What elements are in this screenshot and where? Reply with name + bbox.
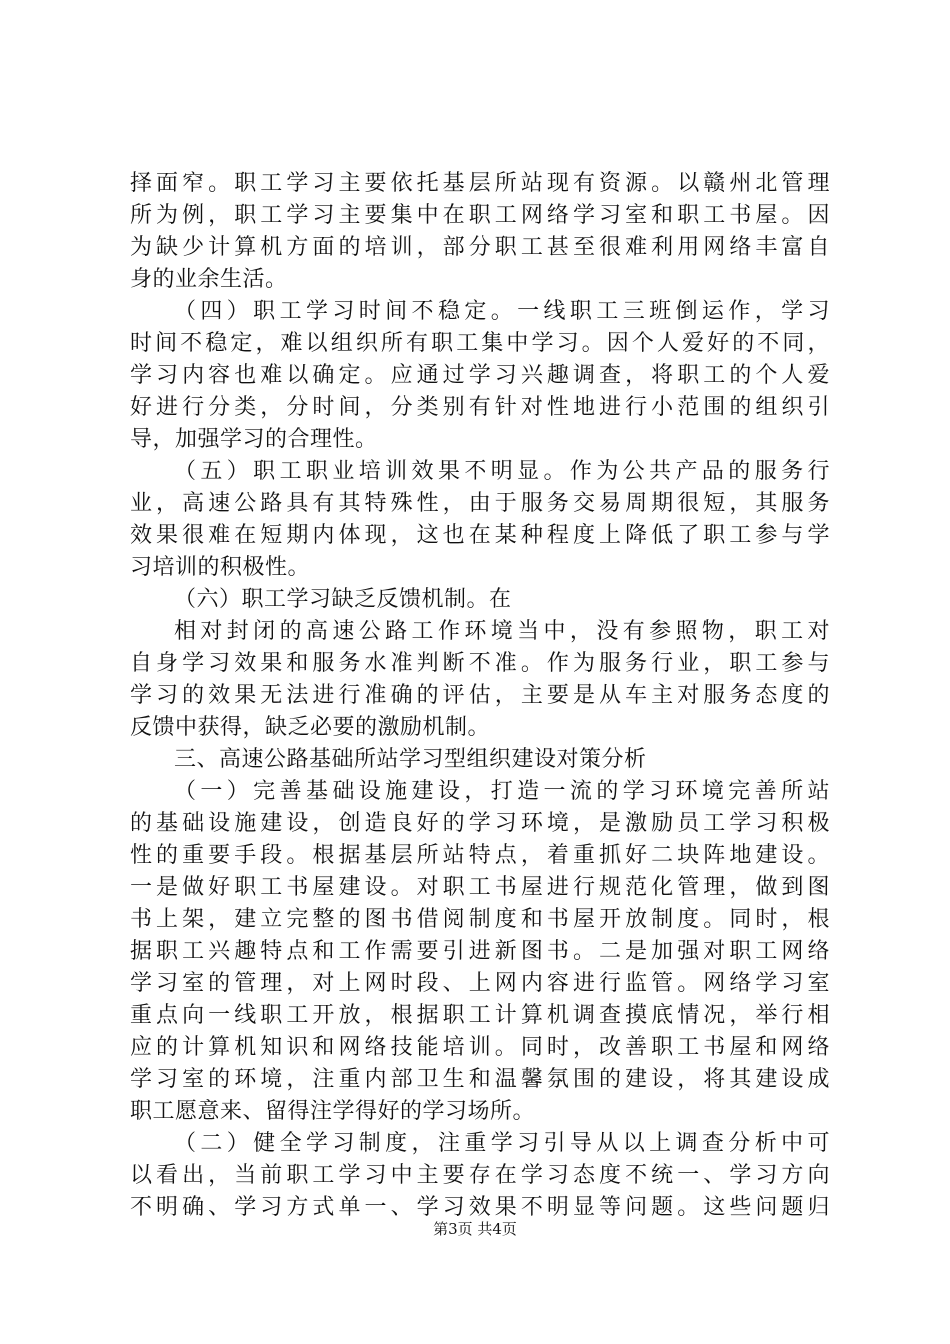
text-line: 好进行分类，分时间，分类别有针对性地进行小范围的组织引 [130, 395, 830, 420]
text-line: 的基础设施建设，创造良好的学习环境，是激励员工学习积极 [130, 811, 830, 836]
text-line: 身的业余生活。 [130, 267, 288, 292]
text-line: 学习室的环境，注重内部卫生和温馨氛围的建设，将其建设成 [130, 1067, 830, 1092]
text-line: 三、高速公路基础所站学习型组织建设对策分析 [174, 747, 647, 772]
text-line: 业，高速公路具有其特殊性，由于服务交易周期很短，其服务 [130, 491, 830, 516]
text-line: 应的计算机知识和网络技能培训。同时，改善职工书屋和网络 [130, 1035, 830, 1060]
text-line: 书上架，建立完整的图书借阅制度和书屋开放制度。同时，根 [130, 907, 830, 932]
text-line: 反馈中获得，缺乏必要的激励机制。 [130, 715, 491, 740]
text-line: 不明确、学习方式单一、学习效果不明显等问题。这些问题归 [130, 1195, 830, 1220]
text-line: 习培训的积极性。 [130, 555, 311, 580]
body-text [130, 168, 830, 1224]
text-line: 一是做好职工书屋建设。对职工书屋进行规范化管理，做到图 [130, 875, 830, 900]
text-line: 效果很难在短期内体现，这也在某种程度上降低了职工参与学 [130, 523, 830, 548]
text-line: 自身学习效果和服务水准判断不准。作为服务行业，职工参与 [130, 651, 830, 676]
page-footer: 第3页 共4页 [433, 1220, 517, 1238]
text-line: 所为例，职工学习主要集中在职工网络学习室和职工书屋。因 [130, 203, 830, 228]
text-line: 择面窄。职工学习主要依托基层所站现有资源。以赣州北管理 [130, 171, 830, 196]
text-line: 学习的效果无法进行准确的评估，主要是从车主对服务态度的 [130, 683, 830, 708]
text-line: 为缺少计算机方面的培训，部分职工甚至很难利用网络丰富自 [130, 235, 830, 260]
text-line: 学习室的管理，对上网时段、上网内容进行监管。网络学习室 [130, 971, 830, 996]
text-line: （五）职工职业培训效果不明显。作为公共产品的服务行 [174, 459, 830, 484]
text-line: 相对封闭的高速公路工作环境当中，没有参照物，职工对 [174, 619, 830, 644]
text-line: 据职工兴趣特点和工作需要引进新图书。二是加强对职工网络 [130, 939, 830, 964]
text-line: （二）健全学习制度，注重学习引导从以上调查分析中可 [174, 1131, 830, 1156]
text-line: 时间不稳定，难以组织所有职工集中学习。因个人爱好的不同， [130, 331, 830, 356]
text-line: 重点向一线职工开放，根据职工计算机调查摸底情况，举行相 [130, 1003, 830, 1028]
text-line: （四）职工学习时间不稳定。一线职工三班倒运作，学习 [174, 299, 830, 324]
text-line: （六）职工学习缺乏反馈机制。在 [174, 587, 512, 612]
text-line: 学习内容也难以确定。应通过学习兴趣调查，将职工的个人爱 [130, 363, 830, 388]
text-line: 职工愿意来、留得注学得好的学习场所。 [130, 1099, 536, 1124]
text-line: 导，加强学习的合理性。 [130, 427, 378, 452]
text-line: （一）完善基础设施建设，打造一流的学习环境完善所站 [174, 779, 830, 804]
text-line: 性的重要手段。根据基层所站特点，着重抓好二块阵地建设。 [130, 843, 830, 868]
text-line: 以看出，当前职工学习中主要存在学习态度不统一、学习方向 [130, 1163, 830, 1188]
